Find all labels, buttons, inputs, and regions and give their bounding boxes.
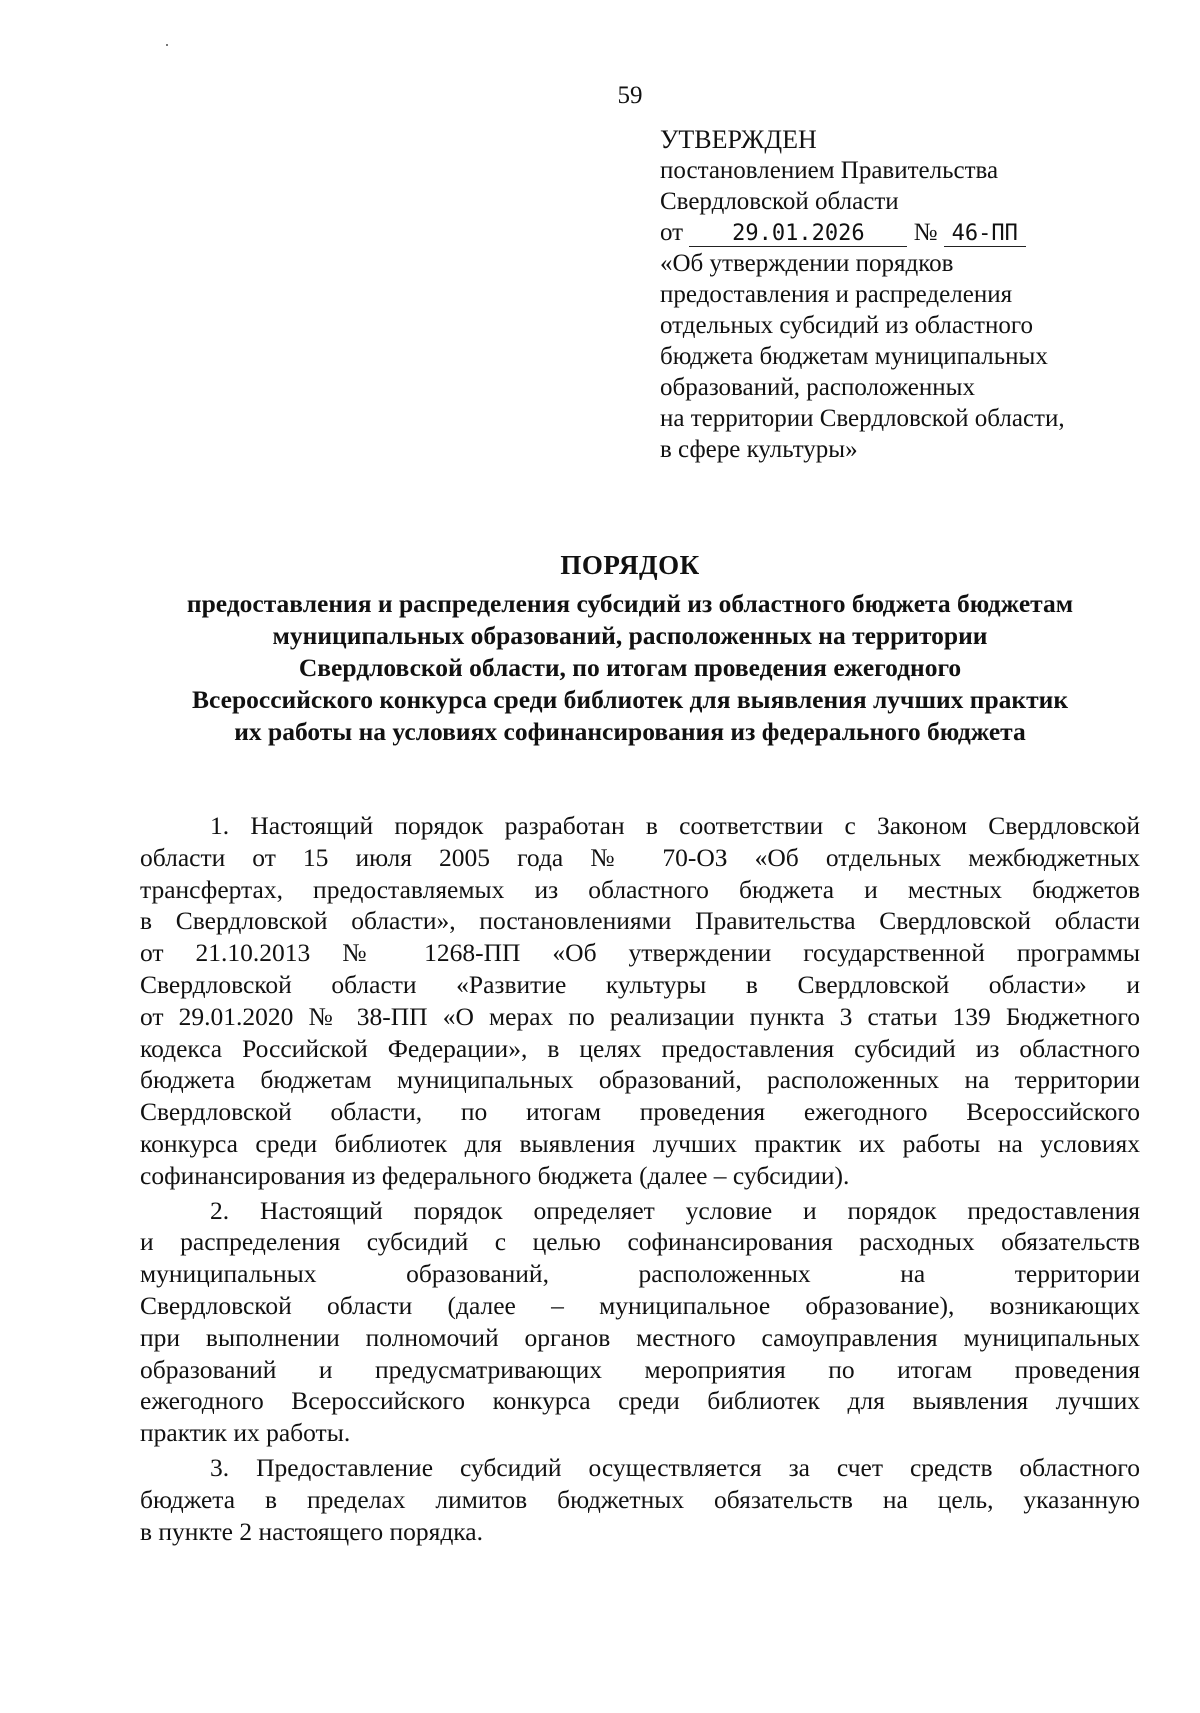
paragraph-line: кодекса Российской Федерации», в целях предоставления субсидий из областного (140, 1033, 1140, 1063)
paragraph-line: Свердловской области, по итогам проведения ежегодного Всероссийского (140, 1097, 1140, 1127)
paragraph-line: в пункте 2 настоящего порядка. (140, 1516, 484, 1546)
approval-number: 46-ПП (944, 222, 1026, 247)
approval-about-line: отдельных субсидий из областного (660, 312, 1033, 339)
paragraph-1 (140, 810, 1140, 1192)
paragraph-3 (140, 1452, 1140, 1547)
approval-heading: УТВЕРЖДЕН (660, 125, 817, 154)
page-number: 59 (617, 82, 643, 109)
paragraph-line: бюджета бюджетам муниципальных образований, расположенных на территории (140, 1065, 1140, 1095)
document-title-block (140, 548, 1120, 748)
subtitle-line: Свердловской области, по итогам проведения ежегодного (298, 653, 962, 682)
date-prefix: от (660, 219, 684, 246)
paragraph-line: софинансирования из федерального бюджета (далее – субсидии). (140, 1160, 850, 1190)
approval-about-line: в сфере культуры» (660, 436, 858, 463)
subtitle-line: их работы на условиях софинансирования из федерального бюджета (234, 717, 1026, 746)
paragraph-line: образований и предусматривающих мероприятия по итогам проведения (140, 1354, 1140, 1384)
paragraph-line: от 29.01.2020 № 38-ПП «О мерах по реализации пункта 3 статьи 139 Бюджетного (140, 1001, 1140, 1031)
paragraph-line: 3. Предоставление субсидий осуществляется за счет средств областного (210, 1452, 1140, 1482)
approval-date-number-line (660, 217, 1180, 248)
document-body (140, 810, 1140, 1550)
approval-line: постановлением Правительства (660, 157, 999, 184)
paragraph-line: от 21.10.2013 № 1268-ПП «Об утверждении государственной программы (140, 938, 1140, 968)
approval-about-line: «Об утверждении порядков (660, 250, 954, 277)
paragraph-line: конкурса среди библиотек для выявления лучших практик их работы на условиях (140, 1128, 1140, 1158)
subtitle-line: Всероссийского конкурса среди библиотек для выявления лучших практик (191, 685, 1069, 714)
paragraph-line: ежегодного Всероссийского конкурса среди библиотек для выявления лучших (140, 1386, 1140, 1416)
paragraph-line: области от 15 июля 2005 года № 70-ОЗ «Об отдельных межбюджетных (140, 842, 1140, 872)
document-title: ПОРЯДОК (560, 550, 700, 580)
approval-stamp-block (660, 124, 1180, 465)
approval-line: Свердловской области (660, 188, 899, 215)
subtitle-line: муниципальных образований, расположенных на территории (272, 621, 988, 650)
paragraph-line: трансфертах, предоставляемых из областного бюджета и местных бюджетов (140, 874, 1140, 904)
paragraph-line: и распределения субсидий с целью софинансирования расходных обязательств (140, 1227, 1140, 1257)
paragraph-line: практик их работы. (140, 1418, 351, 1448)
number-prefix: № (913, 219, 938, 246)
subtitle-line: предоставления и распределения субсидий из областного бюджета бюджетам (186, 589, 1074, 618)
paragraph-line: 1. Настоящий порядок разработан в соответствии с Законом Свердловской (210, 811, 1140, 840)
scan-speck (166, 44, 168, 46)
document-subtitle (140, 588, 1120, 748)
approval-about-line: предоставления и распределения (660, 281, 1013, 308)
paragraph-line: муниципальных образований, расположенных на территории (140, 1259, 1140, 1289)
paragraph-line: в Свердловской области», постановлениями Правительства Свердловской области (140, 906, 1140, 936)
approval-about-line: образований, расположенных (660, 374, 975, 401)
paragraph-line: Свердловской области «Развитие культуры в Свердловской области» и (140, 969, 1140, 999)
paragraph-line: бюджета в пределах лимитов бюджетных обязательств на цель, указанную (140, 1484, 1140, 1514)
paragraph-line: Свердловской области (далее – муниципальное образование), возникающих (140, 1290, 1140, 1320)
paragraph-line: при выполнении полномочий органов местного самоуправления муниципальных (140, 1322, 1140, 1352)
paragraph-2 (140, 1195, 1140, 1449)
approval-about-line: бюджета бюджетам муниципальных (660, 343, 1048, 370)
paragraph-line: 2. Настоящий порядок определяет условие и порядок предоставления (210, 1195, 1140, 1225)
approval-date: 29.01.2026 (689, 222, 907, 247)
approval-about-line: на территории Свердловской области, (660, 405, 1065, 432)
